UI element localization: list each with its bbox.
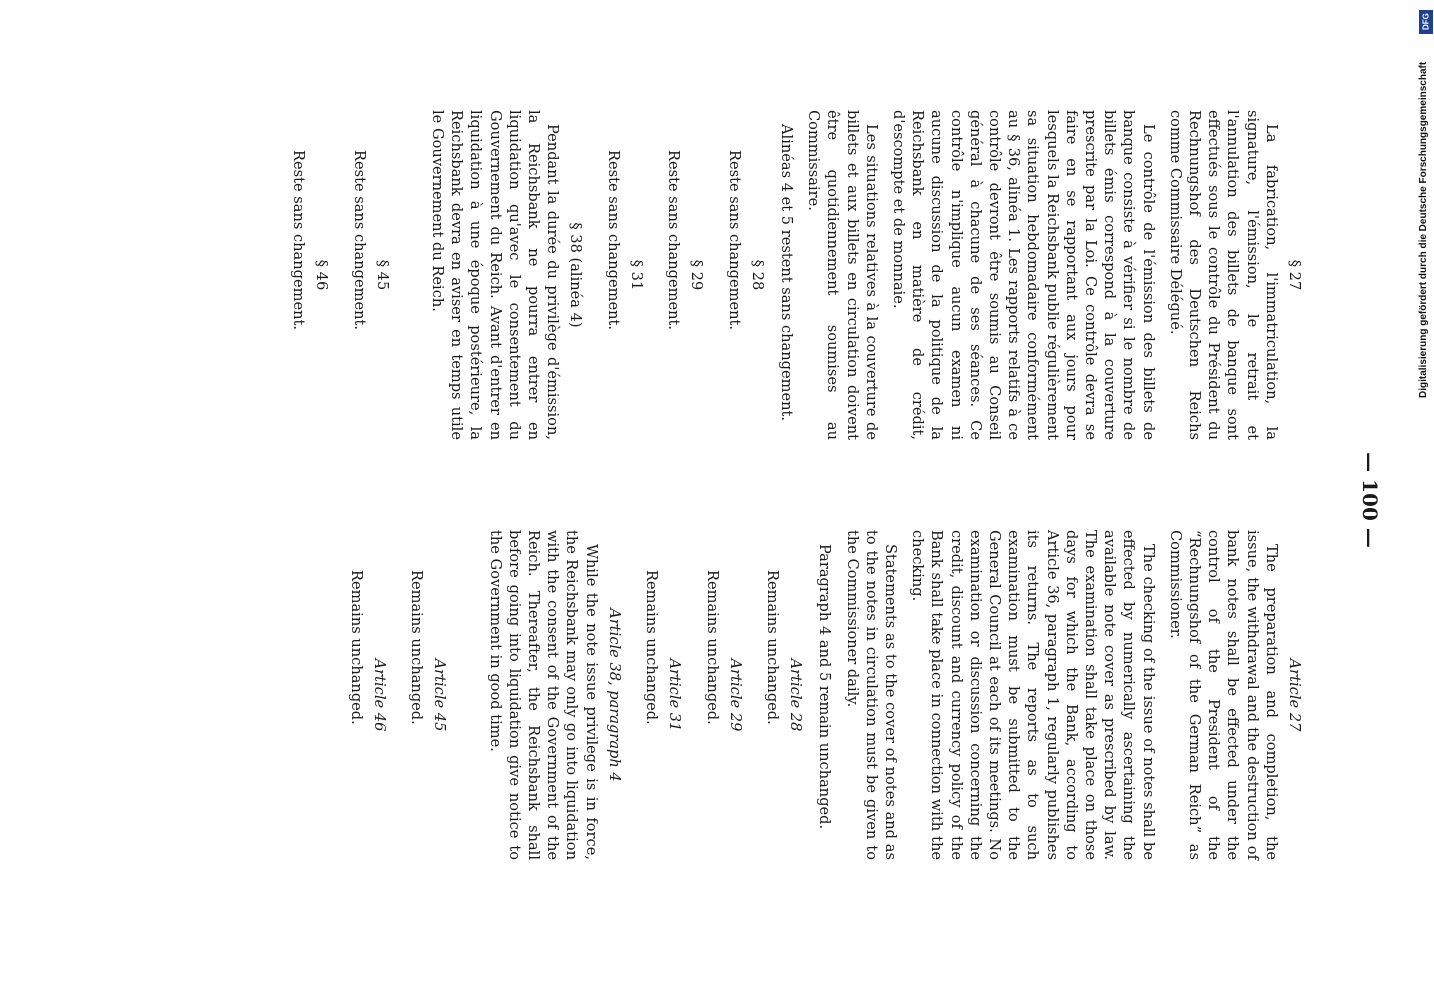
en-art31-heading: Article 31 (666, 658, 684, 732)
en-art45-text: Remains unchanged. (408, 570, 426, 725)
en-art38-heading: Article 38, paragraph 4 (605, 608, 623, 782)
fr-art28-heading: § 28 (748, 259, 766, 291)
fr-art27-paragraph-3: Les situations relatives à la couverture de billets et aux billets en circulation doivent être quotidiennement soumises au Commissaire. (805, 110, 880, 440)
fr-art29-heading: § 29 (688, 259, 706, 291)
en-art29-heading: Article 29 (726, 658, 744, 732)
en-art27-paragraph-1: The preparation and completion, the issue, the withdrawal and the destruction of bank notes shall be effected under the control of the President of the “Rechnungshof of the German Reich” as Commissioner. (1166, 530, 1280, 860)
french-column (271, 110, 1314, 440)
fr-art27-heading: § 27 (1286, 259, 1303, 291)
en-art45-heading: Article 45 (431, 658, 449, 732)
digitization-credit (1418, 8, 1434, 398)
dfg-logo: DFG (1419, 10, 1433, 34)
en-art46-heading: Article 46 (371, 658, 389, 732)
english-column (329, 530, 1314, 860)
fr-art31-heading: § 31 (627, 259, 645, 291)
page-number: — 100 — (1358, 452, 1382, 548)
fr-art27-paragraph-1: La fabrication, l'immatriculation, la signature, l'émission, le retrait et l'annulation des billets de banque sont effectués sous le contrôle du Président du Rechnungshof des Deutschen Reichs comme Commissaire Délégué. (1166, 110, 1280, 440)
fr-art46-heading: § 46 (313, 259, 331, 291)
fr-art46-text: Reste sans changement. (290, 150, 308, 330)
spacer (459, 530, 477, 860)
fr-art38-heading: § 38 (alinéa 4) (567, 222, 585, 328)
en-art27-heading: Article 27 (1286, 658, 1303, 732)
fr-art45-heading: § 45 (373, 259, 391, 291)
fr-art38-paragraph-1: Pendant la durée du privilège d'émission, la Reichsbank ne pourra entrer en liquidation qu'avec le consentement du Gouvernement du Reich. Avant d'entrer en liquidation à une époque postérieure, la Reichsbank devra en aviser en temps utile le Gouvernement du Reich. (429, 110, 562, 440)
spacer (402, 110, 420, 440)
en-art38-paragraph-1: While the note issue privilege is in force, the Reichsbank may only go into liquidation with the consent of the Government of the Reich. Thereafter, the Reichsbank shall before going into liquidation give notice to the Government in good time. (486, 530, 600, 860)
en-art27-paragraph-2: The checking of the issue of notes shall be effected by numerically ascertaining the available note cover as prescribed by law. The examination shall take place on those days for which the Bank, according to Article 36, paragraph 1, regularly publishes its returns. The reports as to such examination must be submitted to the General Council at each of its meetings. No examination or discussion concerning the credit, discount and currency policy of the Bank shall take place in connection with the checking. (909, 530, 1157, 860)
fr-art45-text: Reste sans changement. (350, 150, 368, 330)
en-art27-paragraph-4: Paragraph 4 and 5 remain unchanged. (816, 544, 834, 830)
en-art27-paragraph-3: Statements as to the cover of notes and as to the notes in circulation must be given to the Commissioner daily. (843, 530, 899, 860)
fr-art27-paragraph-4: Alinéas 4 et 5 restent sans changement. (777, 124, 795, 421)
en-art28-heading: Article 28 (787, 658, 805, 732)
fr-art28-text: Reste sans changement. (725, 150, 743, 330)
fr-art27-paragraph-2: Le contrôle de l'émission des billets de banque consiste à vérifier si le nombre de billets émis correspond à la couverture prescrite par la Loi. Ce contrôle devra se faire en se rapportant aux jours pour lesquels la Reichsbank publie régulièrement sa situation hebdomadaire conformément au § 36, alinéa 1. Les rapports relatifs à ce contrôle devront être soumis au Conseil général à chacune de ses séances. Ce contrôle n'implique aucun examen ni aucune discussion de la politique de la Reichsbank en matière de crédit, d'escompte et de monnaie. (889, 110, 1157, 440)
fr-art31-text: Reste sans changement. (604, 150, 622, 330)
fr-art29-text: Reste sans changement. (665, 150, 683, 330)
digitization-credit-text: Digitalisierung gefördert durch die Deutsche Forschungsgemeinschaft (1418, 61, 1429, 398)
en-art31-text: Remains unchanged. (643, 570, 661, 725)
en-art29-text: Remains unchanged. (703, 570, 721, 725)
en-art46-text: Remains unchanged. (347, 570, 365, 725)
en-art28-text: Remains unchanged. (763, 570, 781, 725)
